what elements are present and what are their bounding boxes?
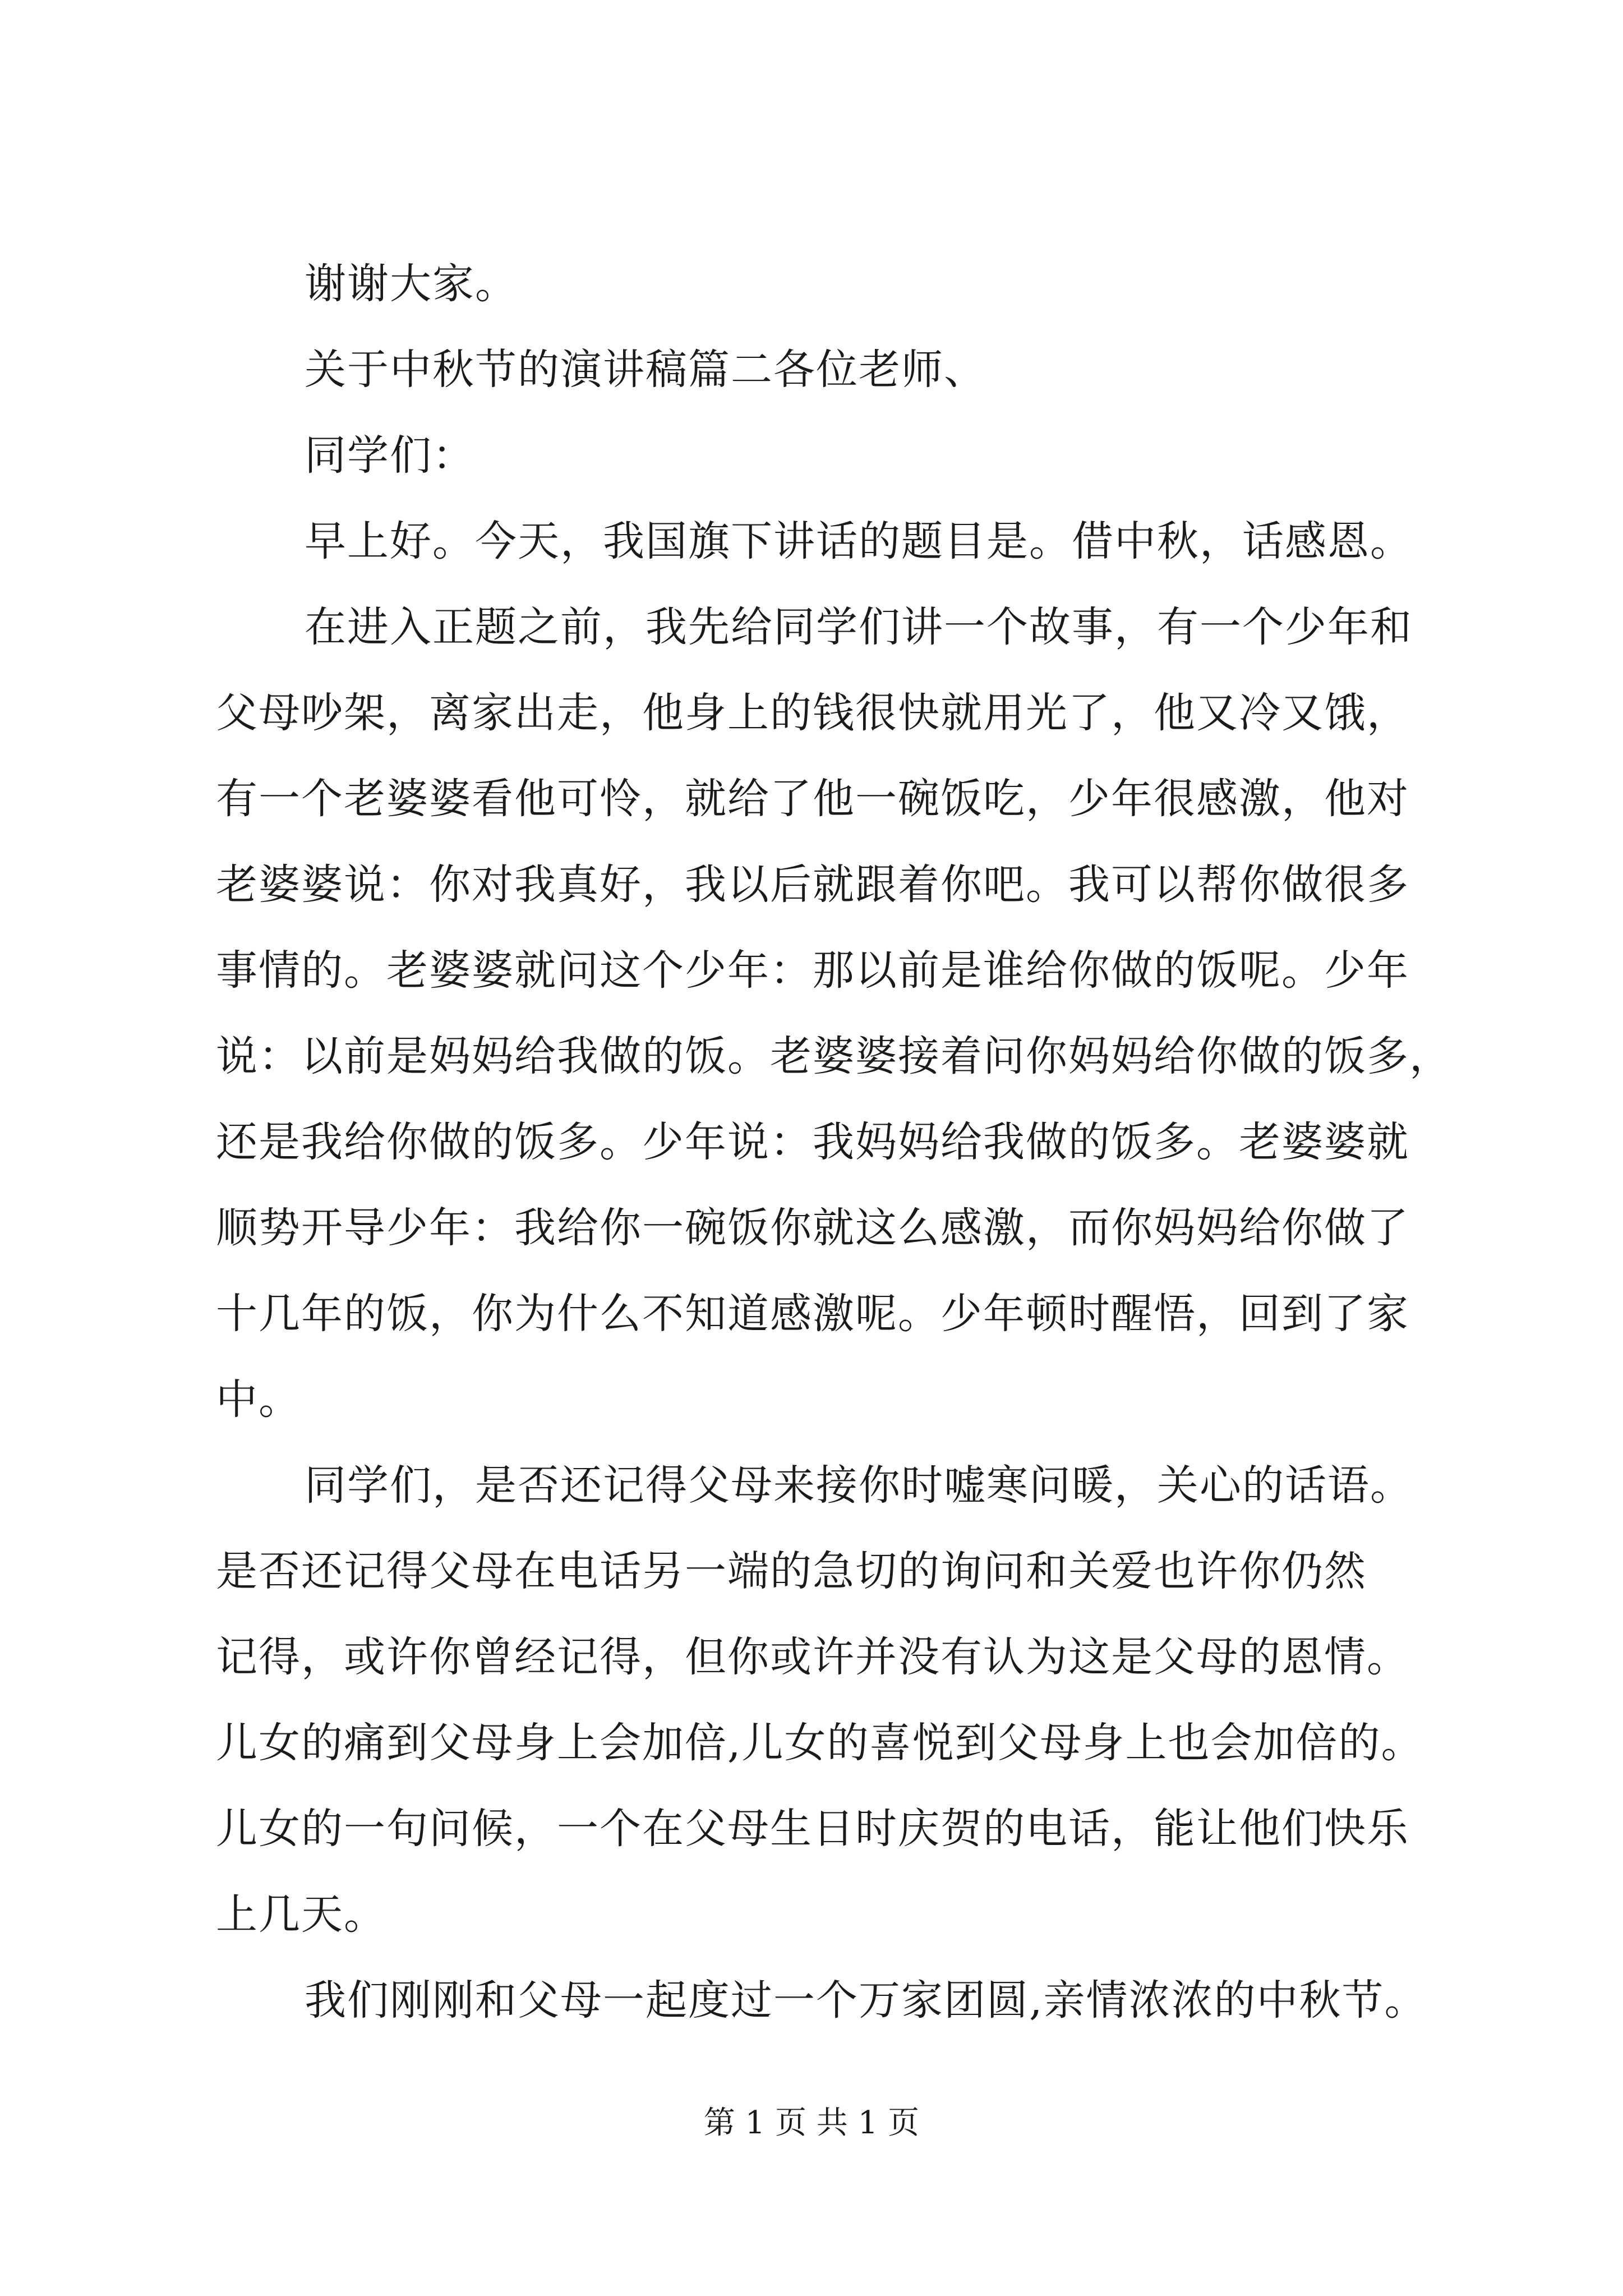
paragraph-line: 说：以前是妈妈给我做的饭。老婆婆接着问你妈妈给你做的饭多， [216, 1032, 1452, 1080]
paragraph-line: 记得，或许你曾经记得，但你或许并没有认为这是父母的恩情。 [216, 1633, 1409, 1681]
paragraph-line: 谢谢大家。 [305, 260, 518, 308]
document-body [216, 241, 1452, 2044]
paragraph-line: 十几年的饭，你为什么不知道感激呢。少年顿时醒悟，回到了家 [216, 1290, 1409, 1338]
paragraph-line: 上几天。 [216, 1890, 386, 1939]
paragraph-line: 顺势开导少年：我给你一碗饭你就这么感激，而你妈妈给你做了 [216, 1204, 1409, 1252]
paragraph-line: 同学们，是否还记得父母来接你时嘘寒问暖，关心的话语。 [305, 1461, 1413, 1510]
paragraph-line: 老婆婆说：你对我真好，我以后就跟着你吧。我可以帮你做很多 [216, 861, 1409, 909]
page-footer: 第 1 页 共 1 页 [703, 2105, 920, 2141]
paragraph-line: 中。 [216, 1375, 301, 1424]
paragraph-line: 早上好。今天，我国旗下讲话的题目是。借中秋，话感恩。 [305, 517, 1413, 565]
paragraph-line: 有一个老婆婆看他可怜，就给了他一碗饭吃，少年很感激，他对 [216, 775, 1409, 823]
paragraph-line: 儿女的一句问候，一个在父母生日时庆贺的电话，能让他们快乐 [216, 1805, 1409, 1853]
paragraph-line: 事情的。老婆婆就问这个少年：那以前是谁给你做的饭呢。少年 [216, 946, 1409, 995]
paragraph-line: 我们刚刚和父母一起度过一个万家团圆,亲情浓浓的中秋节。 [305, 1976, 1427, 2024]
paragraph-line: 关于中秋节的演讲稿篇二各位老师、 [305, 346, 986, 394]
paragraph-line: 还是我给你做的饭多。少年说：我妈妈给我做的饭多。老婆婆就 [216, 1118, 1409, 1166]
paragraph-line: 父母吵架，离家出走，他身上的钱很快就用光了，他又冷又饿， [216, 689, 1409, 737]
paragraph-line: 在进入正题之前，我先给同学们讲一个故事，有一个少年和 [305, 603, 1413, 651]
paragraph-line: 儿女的痛到父母身上会加倍,儿女的喜悦到父母身上也会加倍的。 [216, 1719, 1424, 1767]
paragraph-line: 同学们： [305, 431, 475, 480]
paragraph-line: 是否还记得父母在电话另一端的急切的询问和关爱也许你仍然 [216, 1547, 1367, 1595]
